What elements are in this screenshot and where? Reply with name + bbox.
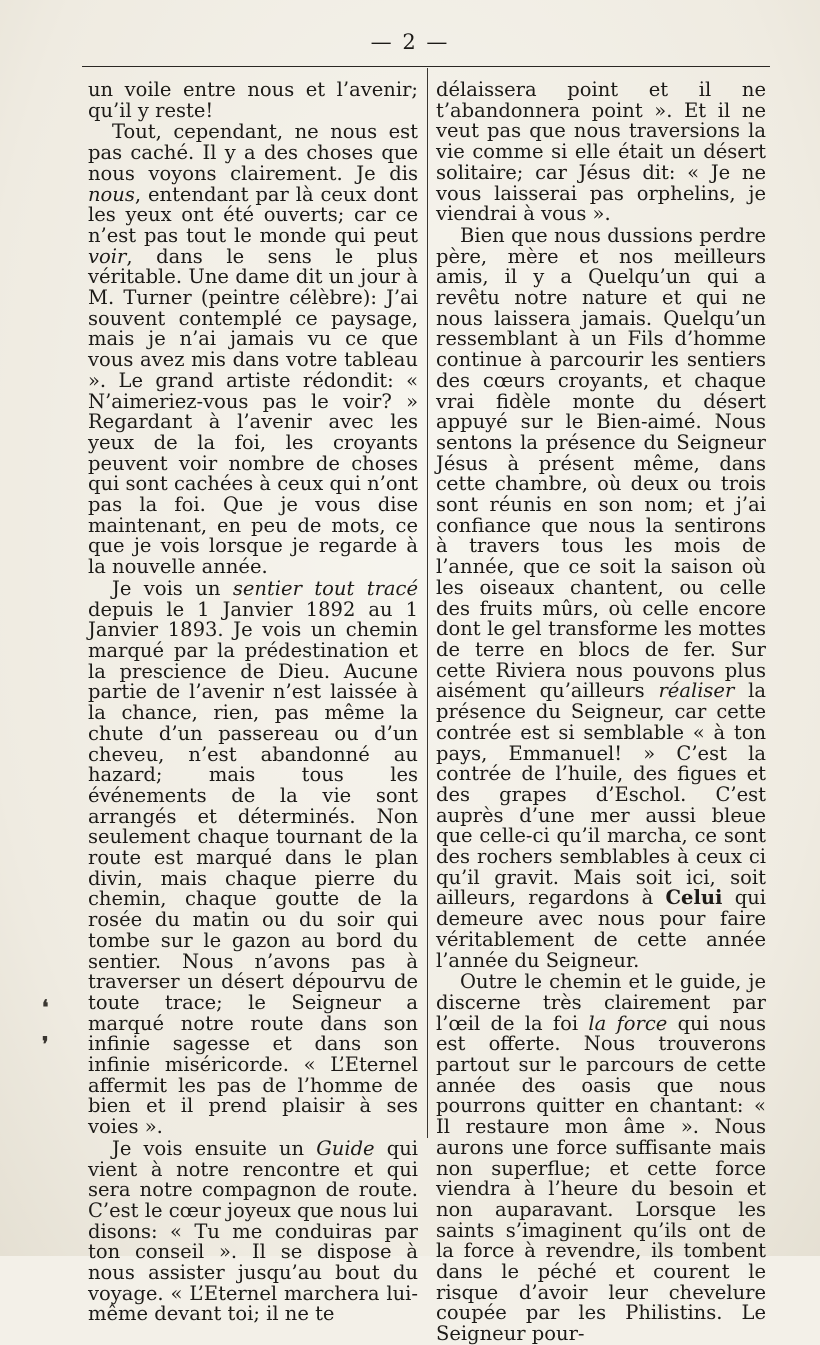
paragraph: Je vois un sentier tout tracé depuis le 1 Janvier 1892 au 1 Janvier 1893. Je vois un chemin marqué par la prédestination et la prescience de Dieu. Aucune partie de l’avenir n’est laissée à la chance, rien, pas même la chute d’un passereau ou d’un cheveu, n’est abandonné au hazard; mais tous les événements de la vie sont arrangés et déterminés. Non seulement chaque tournant de la route est marqué dans le plan divin, mais chaque pierre du chemin, chaque goutte de la rosée du matin ou du soir qui tombe sur le gazon au bord du sentier. Nous n’avons pas à traverser un désert dépourvu de toute trace; le Seigneur a marqué notre route dans son infinie sagesse et dans son infinie miséricorde. « L’Eternel affermit les pas de l’homme de bien et il prend plaisir à ses voies ». xyxy=(88,576,419,1139)
paragraph: un voile entre nous et l’avenir; qu’il y reste! xyxy=(88,78,418,122)
column-divider xyxy=(427,68,428,1138)
paragraph: Bien que nous dussions perdre père, mère et nos meilleurs amis, il y a Quelqu’un qui a revêtu notre nature et qui ne nous laissera jamais. Quelqu’un ressemblant à un Fils d’homme continue à parcourir les sentiers des cœurs croyants, et chaque vrai fidèle monte du désert appuyé sur le Bien-aimé. Nous sentons la présence du Seigneur Jésus à présent même, dans cette chambre, où deux ou trois sont réunis en son nom; et j’ai confiance que nous la sentirons à travers tous les mois de l’année, que ce soit la saison où les oiseaux chantent, ou celle des fruits mûrs, où celle encore dont le gel transforme les mottes de terre en blocs de fer. Sur cette Riviera nous pouvons plus aisément qu’ailleurs réaliser la présence du Seigneur, car cette contrée est si semblable « à ton pays, Emmanuel! » C’est la contrée de l’huile, des figues et des grapes d’Eschol. C’est auprès d’une mer aussi bleue que celle-ci qu’il marcha, ce sont des rochers semblables à ceux ci qu’il gravit. Mais soit ici, soit ailleurs, regardons à Celui qui demeure avec nous pour faire véritablement de cette année l’année du Seigneur. xyxy=(436,223,766,972)
margin-mark: ❛ xyxy=(42,995,49,1019)
paragraph: Je vois ensuite un Guide qui vient à notre rencontre et qui sera notre compagnon de route. C’est le cœur joyeux que nous lui disons: « Tu me conduiras par ton conseil ». Il se dispose à nous assister jusqu’au bout du voyage. « L’Eternel marchera lui-même devant toi; il ne te xyxy=(88,1136,418,1326)
paragraph: Tout, cependant, ne nous est pas caché. Il y a des choses que nous voyons clairement. Je dis nous, entendant par là ceux dont les yeux ont été ouverts; car ce n’est pas tout le monde qui peut voir, dans le sens le plus véritable. Une dame dit un jour à M. Turner (peintre célèbre): J’ai souvent contemplé ce paysage, mais je n’ai jamais vu ce que vous avez mis dans votre tableau ». Le grand artiste rédondit: « N’aimeriez-vous pas le voir? » Regardant à l’avenir avec les yeux de la foi, les croyants peuvent voir nombre de choses qui sont cachées à ceux qui n’ont pas la foi. Que je vous dise maintenant, en peu de mots, ce que je vois lorsque je regarde à la nouvelle année. xyxy=(88,120,418,579)
header-rule xyxy=(82,66,770,67)
margin-mark: ❜ xyxy=(42,1032,49,1056)
page-number: — 2 — xyxy=(370,30,450,54)
left-column xyxy=(88,80,418,1325)
paragraph: Outre le chemin et le guide, je discerne très clairement par l’œil de la foi la force qui nous est offerte. Nous trouverons partout sur le parcours de cette année des oasis que nous pourrons quitter en chantant: « Il restaure mon âme ». Nous aurons une force suffisante mais non superflue; et cette force viendra à l’heure du besoin et non auparavant. Lorsque les saints s’imaginent qu’ils ont de la force à revendre, ils tombent dans le péché et courent le risque d’avoir leur chevelure coupée par les Philistins. Le Seigneur pour- xyxy=(436,970,767,1345)
paragraph: délaissera point et il ne t’abandonnera point ». Et il ne veut pas que nous traversions la vie comme si elle était un désert solitaire; car Jésus dit: « Je ne vous laisserai pas orphelins, je viendrai à vous ». xyxy=(436,78,766,226)
right-column xyxy=(436,80,766,1345)
